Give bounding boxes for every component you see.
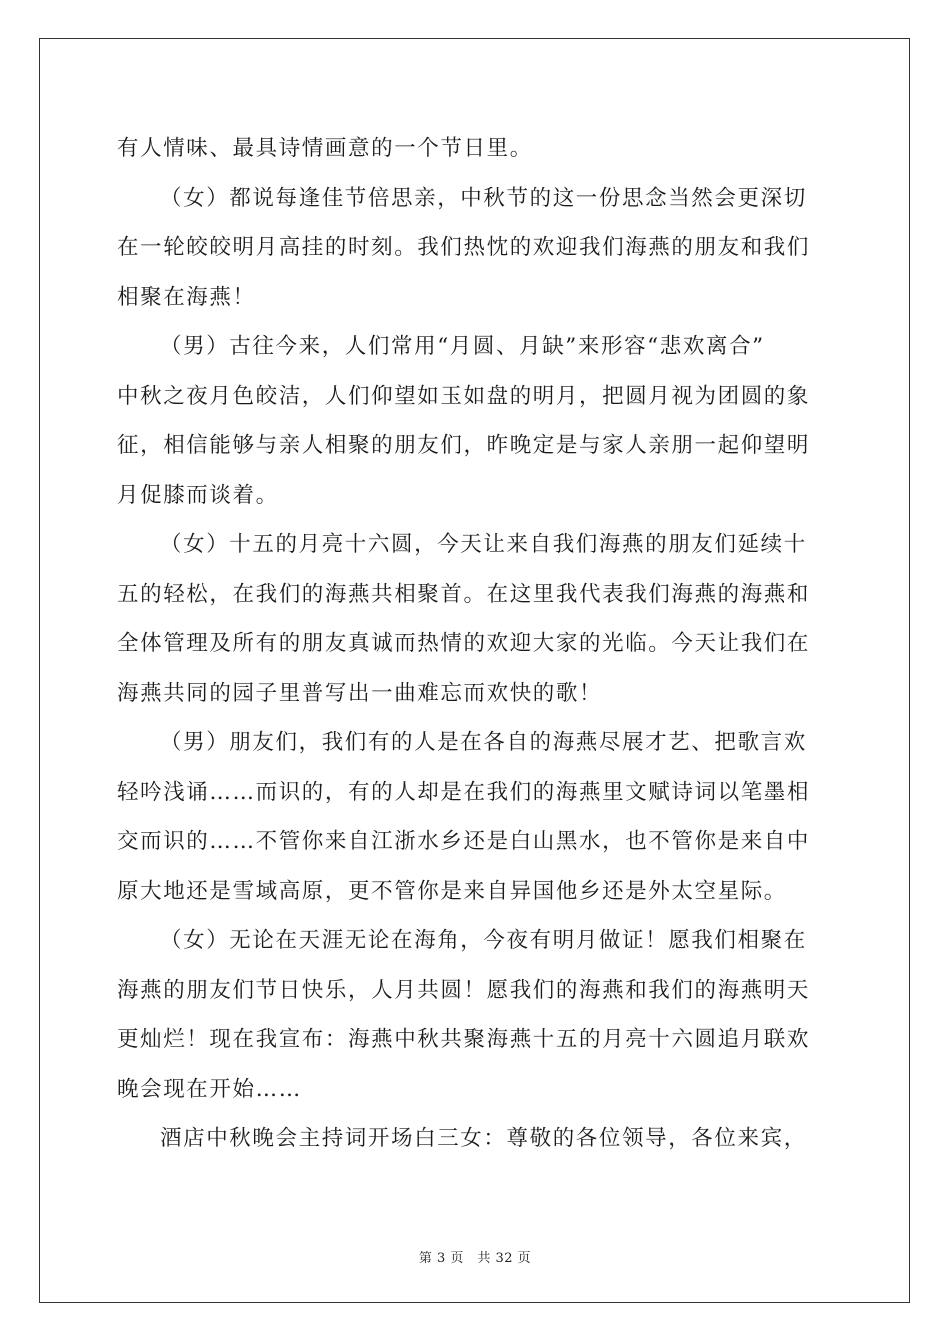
text-line: 征，相信能够与亲人相聚的朋友们，昨晚定是与家人亲朋一起仰望明: [117, 433, 811, 458]
paragraph-female-3: [117, 916, 837, 1114]
paragraph-continuation: [117, 124, 837, 174]
text-line: （女）十五的月亮十六圆，今天让来自我们海燕的朋友们延续十: [160, 532, 807, 557]
text-line: 酒店中秋晚会主持词开场白三女：尊敬的各位领导，各位来宾，: [160, 1126, 807, 1151]
text-line: 五的轻松，在我们的海燕共相聚首。在这里我代表我们海燕的海燕和: [117, 581, 811, 607]
text-line: 相聚在海燕！: [117, 284, 256, 310]
text-line: 海燕共同的园子里普写出一曲难忘而欢快的歌！: [117, 680, 603, 706]
paragraph-female-1: [117, 174, 837, 323]
text-line: 更灿烂！现在我宣布：海燕中秋共聚海燕十五的月亮十六圆追月联欢: [117, 1027, 811, 1052]
text-line: （女）无论在天涯无论在海角，今夜有明月做证！愿我们相聚在: [160, 928, 807, 953]
paragraph-female-2: [117, 520, 837, 718]
text-line: 交而识的……不管你来自江浙水乡还是白山黑水，也不管你是来自中: [117, 829, 811, 854]
text-line: 晚会现在开始……: [117, 1076, 302, 1102]
text-line: 轻吟浅诵……而识的，有的人却是在我们的海燕里文赋诗词以笔墨相: [117, 779, 811, 805]
text-line: （男）朋友们，我们有的人是在各自的海燕尽展才艺、把歌言欢: [160, 730, 807, 755]
paragraph-male-2: [117, 718, 837, 916]
text-line: 原大地还是雪域高原，更不管你是来自异国他乡还是外太空星际。: [117, 878, 787, 904]
text-line: 月促膝而谈着。: [117, 482, 279, 508]
text-line: 全体管理及所有的朋友真诚而热情的欢迎大家的光临。今天让我们在: [117, 631, 811, 656]
text-line: （女）都说每逢佳节倍思亲，中秋节的这一份思念当然会更深切: [160, 185, 807, 211]
text-line: 中秋之夜月色皎洁，人们仰望如玉如盘的明月，把圆月视为团圆的象: [117, 383, 811, 409]
paragraph-male-1: [117, 322, 837, 520]
text-line: 有人情味、最具诗情画意的一个节日里。: [117, 136, 533, 161]
text-line: 海燕的朋友们节日快乐，人月共圆！愿我们的海燕和我们的海燕明天: [117, 977, 811, 1003]
document-body: [117, 124, 837, 1164]
text-line: 在一轮皎皎明月高挂的时刻。我们热忱的欢迎我们海燕的朋友和我们: [117, 235, 811, 260]
text-line: （男）古往今来，人们常用“月圆、月缺”来形容“悲欢离合”: [160, 334, 765, 359]
paragraph-hotel-intro: [117, 1114, 837, 1164]
page-number-footer: 第 3 页 共 32 页: [418, 1251, 532, 1266]
